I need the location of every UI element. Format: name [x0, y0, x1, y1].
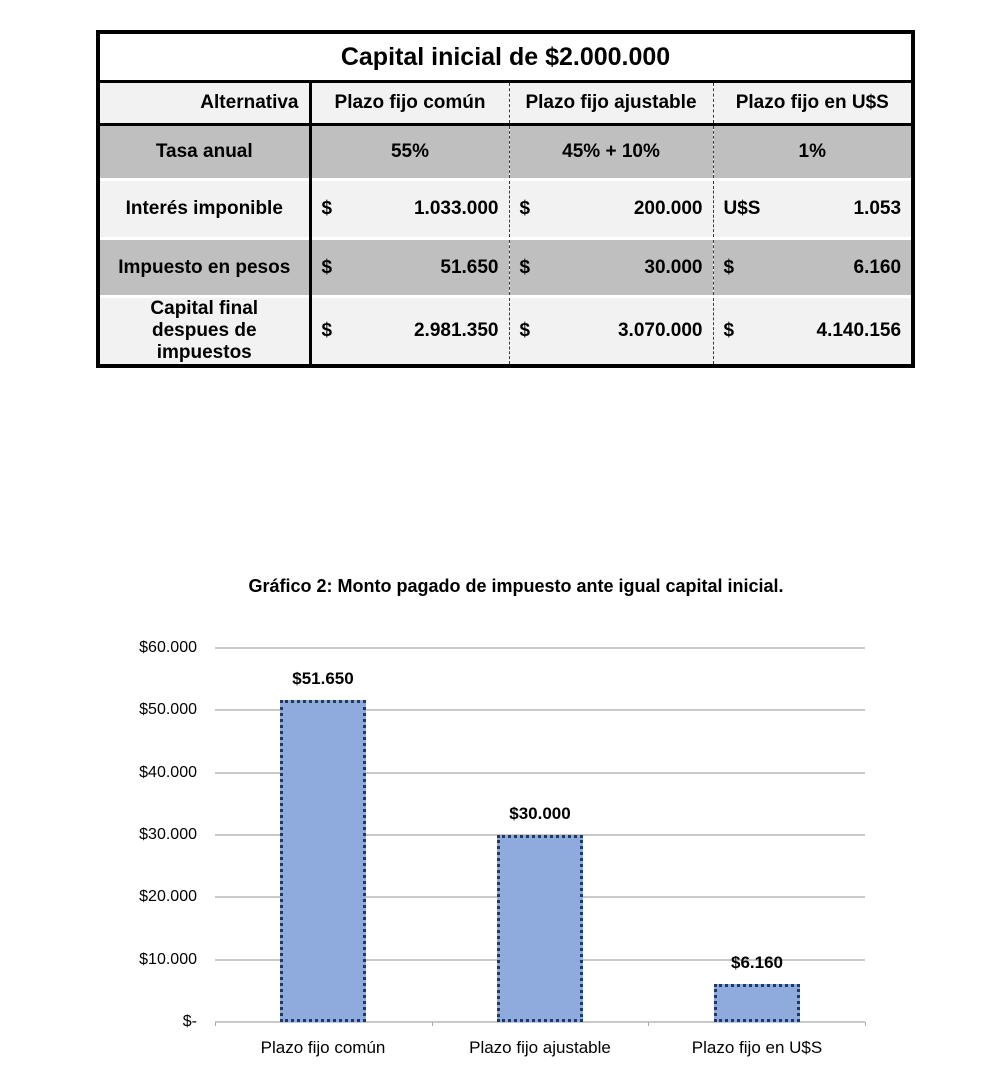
- cell-capital-uss: [713, 297, 913, 366]
- cell-interes-comun: [310, 180, 509, 239]
- axis-tick: [648, 1022, 649, 1026]
- cell-tasa-comun: 55%: [310, 125, 509, 180]
- table-row-interes-imponible: [98, 180, 913, 239]
- currency-symbol: $: [723, 256, 735, 278]
- axis-tick: [432, 1022, 433, 1026]
- axis-tick: [865, 1022, 866, 1026]
- y-tick-label: $50.000: [139, 701, 197, 718]
- cell-interes-ajustable: [509, 180, 713, 239]
- cell-impuesto-uss: [713, 239, 913, 297]
- currency-symbol: $: [519, 319, 531, 341]
- cell-impuesto-ajustable: [509, 239, 713, 297]
- currency-symbol: $: [519, 198, 531, 219]
- cell-value: 1.033.000: [413, 198, 499, 219]
- row-label-capital-final: Capital final despues de impuestos: [98, 297, 310, 366]
- col-header-plazo-fijo-uss: Plazo fijo en U$S: [713, 82, 913, 125]
- cell-capital-comun: [310, 297, 509, 366]
- col-header-alternativa: Alternativa: [98, 82, 310, 125]
- cell-value: 4.140.156: [816, 319, 902, 341]
- table-row-capital-final: [98, 297, 913, 366]
- cell-value: 3.070.000: [617, 319, 703, 341]
- y-tick-label: $-: [182, 1013, 197, 1030]
- data-label: $30.000: [509, 804, 571, 823]
- x-axis: [215, 1034, 865, 1064]
- plot-area: [215, 648, 865, 1022]
- data-label: $51.650: [292, 669, 354, 688]
- cell-value: 6.160: [853, 256, 902, 278]
- gridline: [215, 647, 865, 649]
- currency-symbol: U$S: [723, 198, 761, 219]
- col-header-plazo-fijo-comun: Plazo fijo común: [310, 82, 509, 125]
- x-category-label: Plazo fijo ajustable: [469, 1038, 611, 1057]
- cell-interes-uss: [713, 180, 913, 239]
- cell-value: 51.650: [440, 256, 499, 278]
- y-tick-label: $10.000: [139, 951, 197, 968]
- cell-value: 1.053: [853, 198, 902, 219]
- cell-value: 30.000: [644, 256, 703, 278]
- currency-symbol: $: [321, 256, 333, 278]
- table-title: Capital inicial de $2.000.000: [98, 32, 913, 82]
- row-label-interes-imponible: Interés imponible: [98, 180, 310, 239]
- table-row-tasa-anual: [98, 125, 913, 180]
- row-label-tasa-anual: Tasa anual: [98, 125, 310, 180]
- currency-symbol: $: [321, 319, 333, 341]
- y-tick-label: $40.000: [139, 764, 197, 781]
- y-tick-label: $60.000: [139, 639, 197, 656]
- currency-symbol: $: [321, 198, 333, 219]
- x-category-label: Plazo fijo en U$S: [691, 1038, 823, 1057]
- chart-title: Gráfico 2: Monto pagado de impuesto ante igual capital inicial.: [248, 576, 784, 596]
- capital-table: [96, 30, 915, 368]
- y-axis: [0, 639, 197, 1030]
- row-label-impuesto-en-pesos: Impuesto en pesos: [98, 239, 310, 297]
- cell-tasa-uss: 1%: [713, 125, 913, 180]
- data-label: $6.160: [731, 953, 783, 972]
- y-tick-label: $30.000: [139, 826, 197, 843]
- cell-impuesto-comun: [310, 239, 509, 297]
- table-header-row: [98, 82, 913, 125]
- currency-symbol: $: [519, 256, 531, 278]
- cell-value: 200.000: [633, 198, 703, 219]
- cell-tasa-ajustable: 45% + 10%: [509, 125, 713, 180]
- cell-value: 2.981.350: [413, 319, 499, 341]
- axis-tick: [215, 1022, 216, 1026]
- x-category-label: Plazo fijo común: [260, 1038, 386, 1057]
- bar-1: [280, 700, 366, 1022]
- bar-2: [497, 835, 583, 1022]
- cell-capital-ajustable: [509, 297, 713, 366]
- currency-symbol: $: [723, 319, 735, 341]
- col-header-plazo-fijo-ajustable: Plazo fijo ajustable: [509, 82, 713, 125]
- y-tick-label: $20.000: [139, 888, 197, 905]
- table-row-impuesto-en-pesos: [98, 239, 913, 297]
- bar-3: [714, 984, 800, 1022]
